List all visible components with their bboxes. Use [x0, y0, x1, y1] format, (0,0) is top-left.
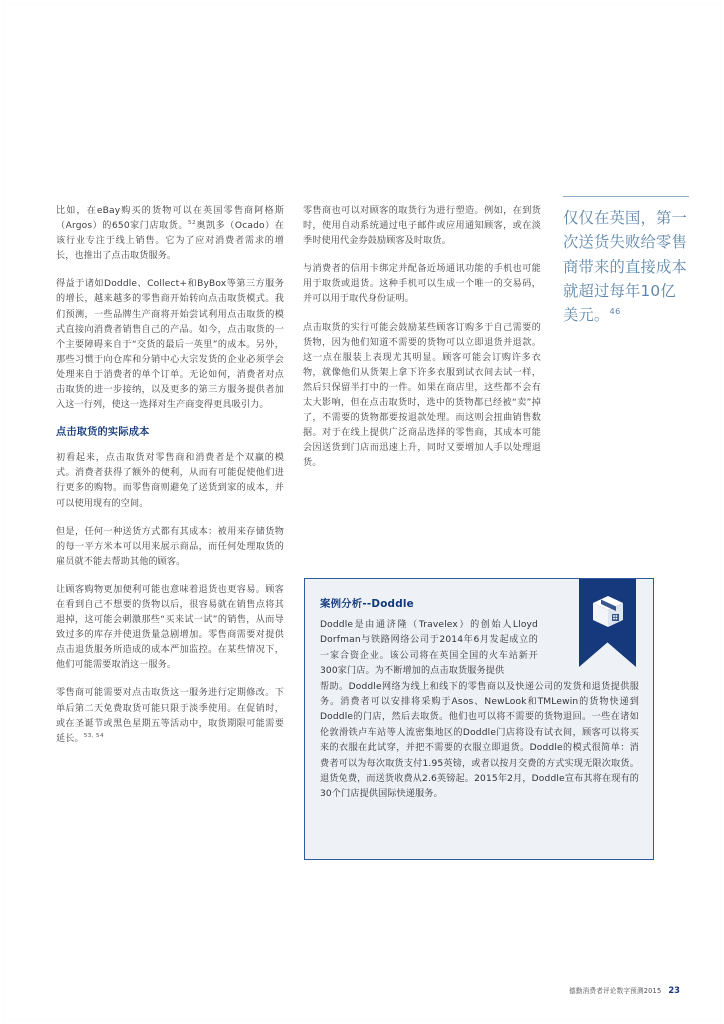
- paragraph: [56, 686, 284, 746]
- paragraph: 但是，任何一种送货方式都有其成本：被用来存储货物的每一平方米本可以用来展示商品，而任何处理取货的雇员就不能去帮助其他的顾客。: [56, 526, 284, 567]
- pull-quote-text: 仅仅在英国，第一次送货失败给零售商带来的直接成本就超过每年10亿美元。: [563, 209, 687, 325]
- case-study-box: [304, 578, 654, 860]
- paragraph: 初看起来，点击取货对零售商和消费者是个双赢的模式。消费者获得了额外的便利，从而有可能促使他们进行更多的购物。而零售商则避免了送货到家的成本，并可以使用现有的空间。: [56, 453, 284, 509]
- paragraph-text: 比如，在eBay购买的货物可以在英国零售商阿格斯（Argos）的650家门店取货。: [56, 206, 284, 232]
- case-study-body-narrow: Doddle是由通济隆（Travelex）的创始人Lloyd Dorfman与铁路网络公司于2014年6月发起成立的一家合资企业。该公司将在英国全国的火车站新开300家门店。为不断增加的点击取货服务提供: [320, 620, 538, 677]
- footnote-marker: 53, 54: [83, 732, 104, 739]
- section-heading: 点击取货的实际成本: [56, 427, 150, 439]
- paragraph: 与消费者的信用卡绑定并配备近场通讯功能的手机也可能用于取货或退货。这种手机可以生成一个唯一的交易码，并可以用于取代身份证明。: [303, 264, 541, 305]
- paragraph: 零售商也可以对顾客的取货行为进行塑造。例如，在到货时，使用自动系统通过电子邮件或应用通知顾客，或在淡季时使用代金券鼓励顾客及时取货。: [303, 206, 541, 247]
- footer-title: 德勤消费者评论数字预测2015: [569, 987, 662, 995]
- pull-quote-body: [563, 206, 689, 327]
- paragraph: 得益于诸如Doddle、Collect+和ByBox等第三方服务的增长，越来越多的零售商开始转向点击取货模式。我们预测，一些品牌生产商将开始尝试利用点击取货的模式直接向消费者销售自己的产品。如今，点击取货的一个主要障碍来自于“交货的最后一英里”的成本。另外，那些习惯于向仓库和分销中心大宗发货的企业必须学会处理来自于消费者的单个订单。无论如何，消费者对点击取货的进一步接纳，以及更多的第三方服务提供者加入这一行列，使这一选择对生产商变得更具吸引力。: [56, 279, 284, 411]
- pull-quote-rule: [563, 196, 689, 197]
- parcel-box-icon: [590, 594, 626, 630]
- paragraph-text: 零售商可能需要对点击取货这一服务进行定期修改。下单后第二天免费取货可能只限于淡季使用。在促销时，或在圣诞节或黑色星期五等活动中，取货期限可能需要延长。: [56, 688, 284, 744]
- paragraph-text-cont: 奥凯多（Ocado）在该行业专注于线上销售。它为了应对消费者需求的增长，也推出了点击取货服务。: [56, 221, 285, 262]
- middle-text-column: [303, 204, 541, 472]
- paragraph: [56, 204, 284, 264]
- page-footer: [0, 978, 724, 997]
- footnote-marker: 52: [188, 220, 196, 227]
- left-text-column: [56, 204, 284, 747]
- paragraph: 让顾客购物更加便利可能也意味着退货也更容易。顾客在看到自己不想要的货物以后，很容易就在销售点将其退掉，这可能会刺激那些“买来试一试”的销售，从而导致过多的库存并使退货量急剧增加。零售商需要对提供点击退货服务所造成的成本严加监控。在某些情况下，他们可能需要取消这一服务。: [56, 584, 284, 671]
- footnote-marker: 46: [609, 306, 621, 317]
- case-study-body-wide: 帮助。Doddle网络为线上和线下的零售商以及快递公司的发货和退货提供服务。消费者可以安排将采购于Asos、NewLook和TMLewin的货物快递到Doddle的门店，然后去取货。他们也可以将不需要的货物退回。一些在诸如伦敦滑铁卢车站等人流密集地区的Doddle门店将设有试衣间，顾客可以将买来的衣服在此试穿，并把不需要的衣服立即退货。Doddle的模式很简单：消费者可以为每次取货支付1.95英镑，或者以按月交费的方式实现无限次取货。退货免费，而送货收费从2.6英镑起。2015年2月，Doddle宣布其将在现有的30个门店提供国际快递服务。: [320, 681, 639, 800]
- paragraph: 点击取货的实行可能会鼓励某些顾客订购多于自己需要的货物，因为他们知道不需要的货物可以立即退货并退款。这一点在服装上表现尤其明显。顾客可能会订购许多衣物，就像他们从货架上拿下许多衣服到试衣间去试一样，然后只保留半打中的一件。如果在商店里，这些都不会有太大影响，但在点击取货时，选中的货物都已经被“卖”掉了，不需要的货物都要按退款处理。而这则会扭曲销售数据。对于在线上提供广泛商品选择的零售商，其成本可能会因送货到门店而迅速上升，同时又要增加人手以处理退货。: [303, 322, 541, 469]
- pull-quote: [563, 196, 689, 327]
- case-study-title: 案例分析--Doddle: [320, 598, 414, 610]
- footer-page-number: 23: [668, 985, 680, 995]
